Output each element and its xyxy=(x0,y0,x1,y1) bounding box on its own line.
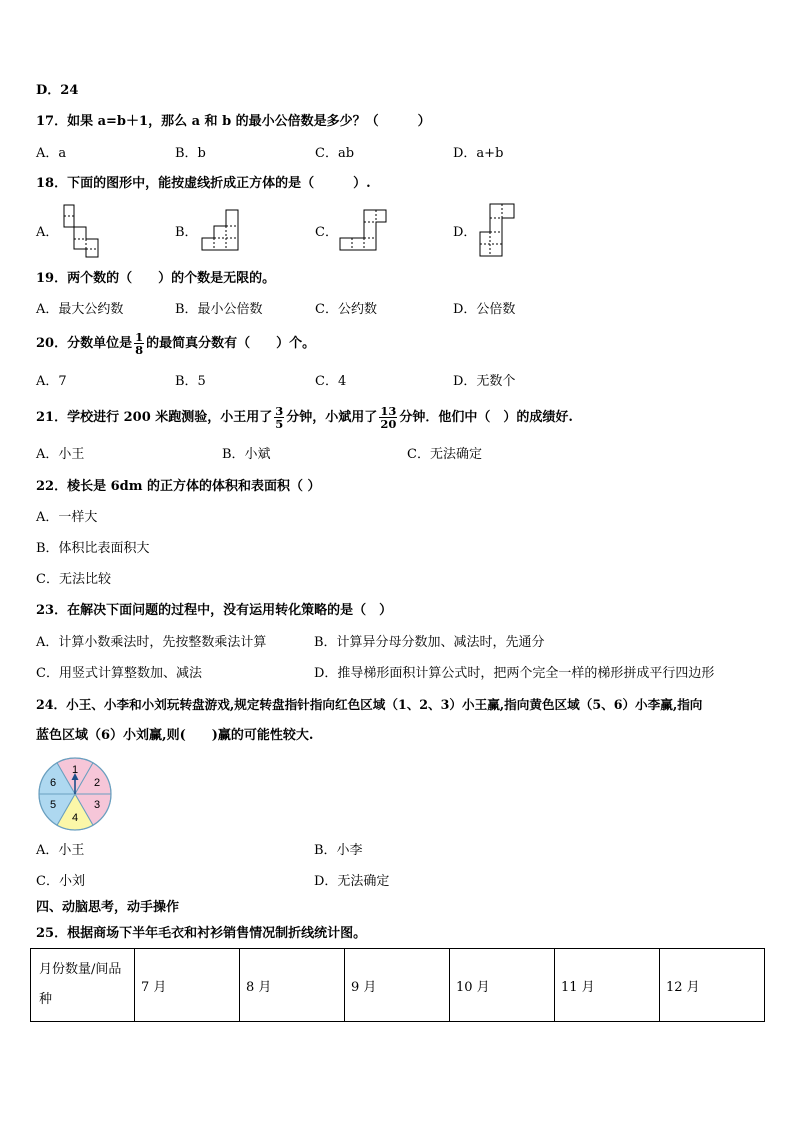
q20-fraction xyxy=(134,331,144,356)
q20-option-d[interactable]: D．无数个 xyxy=(453,374,516,389)
sales-table xyxy=(30,948,765,1022)
spinner-number-1: 1 xyxy=(71,764,79,776)
q21-option-a[interactable]: A．小王 xyxy=(36,447,85,462)
q19-option-d[interactable]: D．公倍数 xyxy=(453,302,516,317)
section-title: 四、动脑思考，动手操作 xyxy=(36,900,180,915)
table-corner-cell: 月份数量/间品种 xyxy=(31,949,135,1022)
q21-stem-pre: 21．学校进行 200 米跑测验，小王用了 xyxy=(36,410,273,425)
q22-option-c[interactable]: C．无法比较 xyxy=(36,572,111,587)
q21-frac1-num: 3 xyxy=(275,404,284,418)
q19-option-a[interactable]: A．最大公约数 xyxy=(36,302,124,317)
table-header-cell: 7 月 xyxy=(135,949,240,1022)
cube-net-d xyxy=(476,202,518,260)
q21-option-b[interactable]: B．小斌 xyxy=(222,447,271,462)
q17-option-c[interactable]: C．ab xyxy=(315,146,355,161)
q20-option-c[interactable]: C．4 xyxy=(315,374,347,389)
q21-option-c[interactable]: C．无法确定 xyxy=(407,447,482,462)
q24-option-d[interactable]: D．无法确定 xyxy=(314,874,390,889)
q20-frac-den: 8 xyxy=(135,343,144,357)
q24-option-c[interactable]: C．小刘 xyxy=(36,874,85,889)
table-header-cell: 12 月 xyxy=(660,949,765,1022)
spinner-number-4: 4 xyxy=(71,812,79,824)
q17-stem: 17．如果 a=b＋1，那么 a 和 b 的最小公倍数是多少？（ ） xyxy=(36,114,431,129)
table-header-cell: 10 月 xyxy=(450,949,555,1022)
q22-option-a[interactable]: A．一样大 xyxy=(36,510,98,525)
q23-option-c[interactable]: C．用竖式计算整数加、减法 xyxy=(36,666,202,681)
q18-option-a[interactable]: A． xyxy=(36,225,59,240)
q18-option-d[interactable]: D． xyxy=(453,225,477,240)
cube-net-c xyxy=(338,208,390,252)
q17-option-a[interactable]: A．a xyxy=(36,146,67,161)
spinner-number-3: 3 xyxy=(93,799,101,811)
q20-stem-pre: 20．分数单位是 xyxy=(36,336,133,351)
q21-frac2-num: 13 xyxy=(380,404,397,418)
q21-stem-post: 分钟．他们中（ ）的成绩好. xyxy=(399,410,573,425)
q24-option-b[interactable]: B．小李 xyxy=(314,843,363,858)
q20-frac-num: 1 xyxy=(135,330,144,344)
q20-stem xyxy=(36,329,315,359)
q21-frac1-den: 5 xyxy=(275,417,284,431)
q21-fraction-2 xyxy=(379,405,397,430)
table-header-cell: 9 月 xyxy=(345,949,450,1022)
q24-stem-line1: 24．小王、小李和小刘玩转盘游戏,规定转盘指针指向红色区域（1、2、3）小王赢,指向黄色区域（5、6）小李赢,指向 xyxy=(36,697,703,712)
spinner-number-5: 5 xyxy=(49,799,57,811)
q19-stem: 19．两个数的（ ）的个数是无限的。 xyxy=(36,271,276,286)
q21-stem-mid: 分钟，小斌用了 xyxy=(286,410,378,425)
q18-option-b[interactable]: B． xyxy=(175,225,198,240)
q20-stem-post: 的最简真分数有（ ）个。 xyxy=(146,336,316,351)
q17-option-b[interactable]: B．b xyxy=(175,146,206,161)
q19-option-c[interactable]: C．公约数 xyxy=(315,302,377,317)
spinner-number-2: 2 xyxy=(93,777,101,789)
cube-net-b xyxy=(200,208,244,252)
q21-fraction-1 xyxy=(274,405,284,430)
spinner-diagram xyxy=(36,757,116,831)
q23-option-b[interactable]: B．计算异分母分数加、减法时，先通分 xyxy=(314,635,545,650)
q20-option-b[interactable]: B．5 xyxy=(175,374,206,389)
table-header-cell: 8 月 xyxy=(240,949,345,1022)
q17-option-d[interactable]: D．a+b xyxy=(453,146,504,161)
q22-stem: 22．棱长是 6dm 的正方体的体积和表面积（ ） xyxy=(36,479,321,494)
q23-stem: 23．在解决下面问题的过程中，没有运用转化策略的是（ ） xyxy=(36,603,393,618)
q18-stem: 18．下面的图形中，能按虚线折成正方体的是（ ）. xyxy=(36,176,371,191)
table-header-row xyxy=(31,949,765,1022)
table-header-cell: 11 月 xyxy=(555,949,660,1022)
q18-option-c[interactable]: C． xyxy=(315,225,338,240)
q16-option-d: D．24 xyxy=(36,83,79,98)
q21-stem xyxy=(36,402,573,434)
q24-stem-line2: 蓝色区域（6）小刘赢,则( )赢的可能性较大. xyxy=(36,728,314,743)
q21-frac2-den: 20 xyxy=(380,417,397,431)
q20-option-a[interactable]: A．7 xyxy=(36,374,67,389)
q25-stem: 25．根据商场下半年毛衣和衬衫销售情况制折线统计图。 xyxy=(36,926,367,941)
q22-option-b[interactable]: B．体积比表面积大 xyxy=(36,541,150,556)
q23-option-d[interactable]: D．推导梯形面积计算公式时，把两个完全一样的梯形拼成平行四边形 xyxy=(314,666,715,681)
spinner-number-6: 6 xyxy=(49,777,57,789)
cube-net-a xyxy=(60,203,102,259)
q19-option-b[interactable]: B．最小公倍数 xyxy=(175,302,263,317)
q24-option-a[interactable]: A．小王 xyxy=(36,843,85,858)
q23-option-a[interactable]: A．计算小数乘法时，先按整数乘法计算 xyxy=(36,635,267,650)
